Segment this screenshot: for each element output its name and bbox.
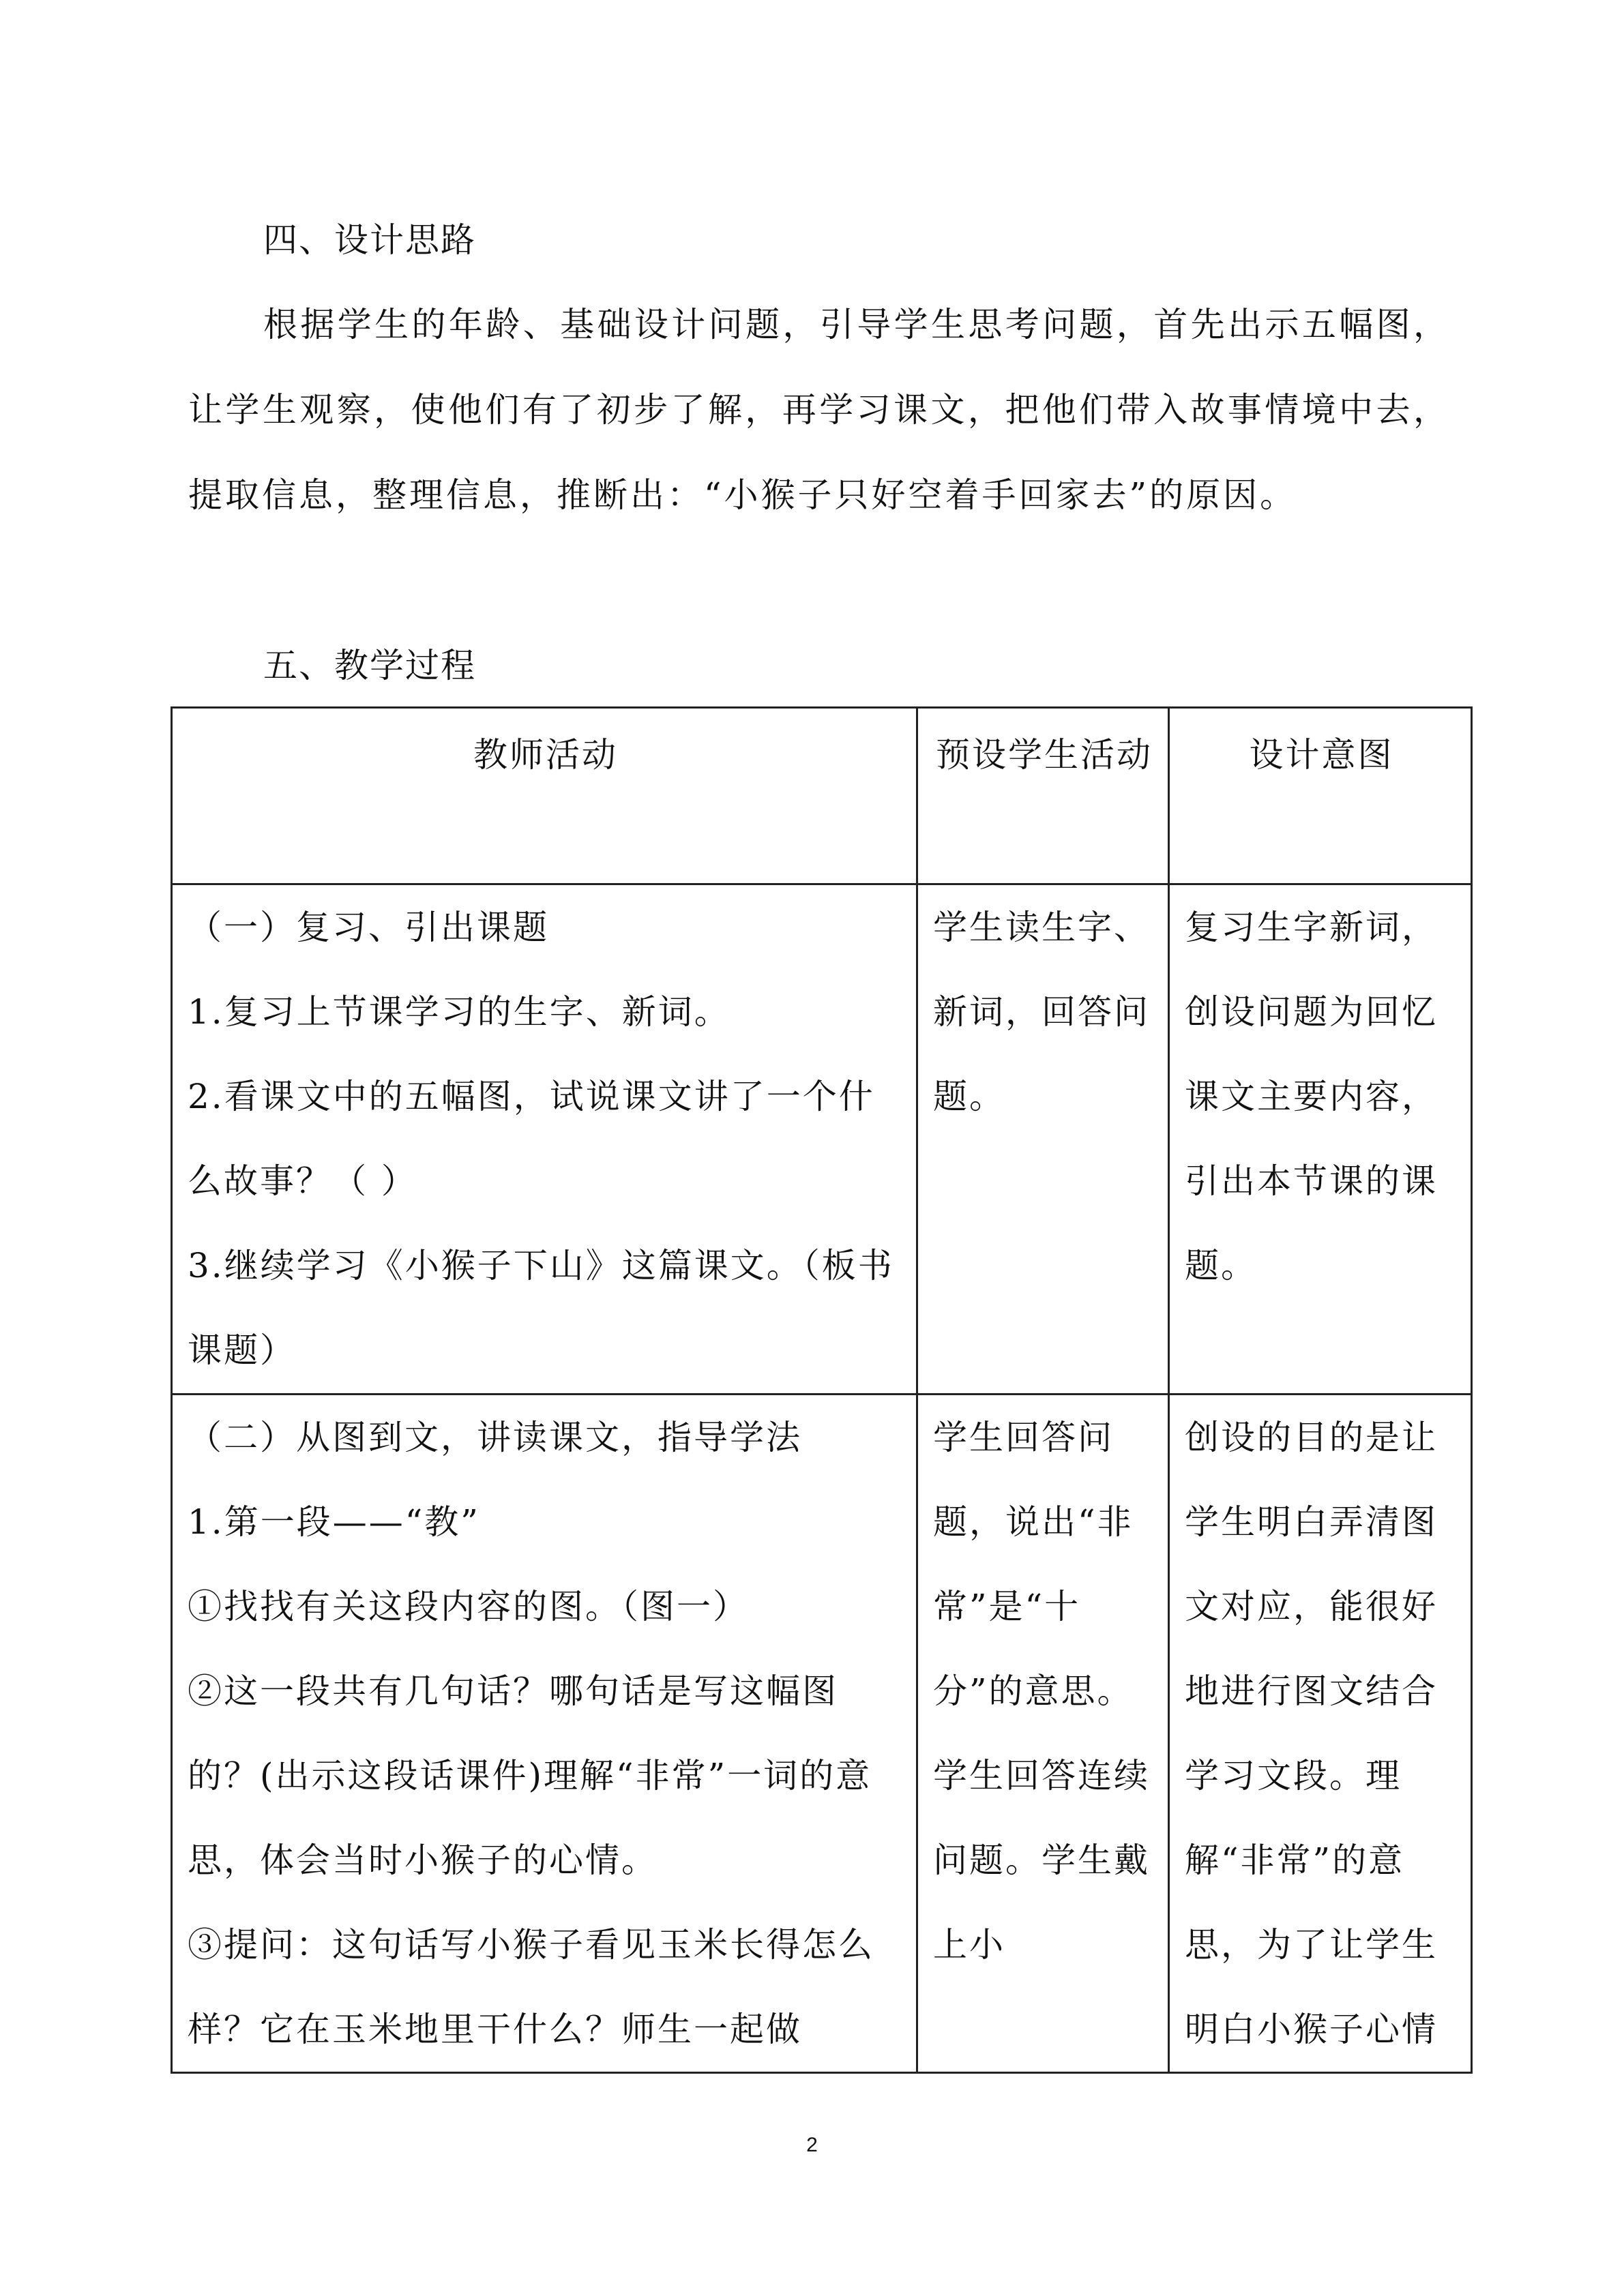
header-design-intent: 设计意图 xyxy=(1169,708,1472,884)
page-number: 2 xyxy=(806,2134,818,2156)
table-row xyxy=(172,884,1472,1395)
teacher-activity-line: 3.继续学习《小猴子下山》这篇课文。（板书课题） xyxy=(188,1246,894,1370)
design-intent-cell: 创设的目的是让学生明白弄清图文对应，能很好地进行图文结合学习文段。理解“非常”的意思，为了让学生明白小猴子心情 xyxy=(1169,1395,1472,2073)
teacher-activity-line: 2.看课文中的五幅图，试说课文讲了一个什么故事？（ ） xyxy=(188,1077,875,1201)
teacher-activity-line: ②这一段共有几句话？哪句话是写这幅图的？(出示这段话课件)理解“非常”一词的意思，体会当时小猴子的心情。 xyxy=(188,1671,872,1880)
teacher-activity-line: 1.复习上节课学习的生字、新词。 xyxy=(188,992,730,1032)
header-student-activity: 预设学生活动 xyxy=(917,708,1169,884)
teacher-activity-cell xyxy=(172,884,917,1395)
teacher-activity-line: （一）复习、引出课题 xyxy=(188,908,549,947)
teacher-activity-line: （二）从图到文，讲读课文，指导学法 xyxy=(188,1418,802,1457)
teaching-process-table xyxy=(171,706,1473,2074)
table-header-row xyxy=(172,708,1472,884)
design-idea-paragraph: 根据学生的年龄、基础设计问题，引导学生思考问题，首先出示五幅图，让学生观察，使他们有了初步了解，再学习课文，把他们带入故事情境中去，提取信息，整理信息，推断出：“小猴子只好空着手回家去”的原因。 xyxy=(188,305,1450,515)
teacher-activity-cell xyxy=(172,1395,917,2073)
student-activity-cell: 学生读生字、新词，回答问题。 xyxy=(917,884,1169,1395)
section-5-heading: 五、教学过程 xyxy=(263,646,476,685)
teacher-activity-line: ①找找有关这段内容的图。（图一） xyxy=(188,1587,749,1626)
student-activity-cell: 学生回答问题，说出“非常”是“十分”的意思。学生回答连续问题。学生戴上小 xyxy=(917,1395,1169,2073)
header-teacher-activity: 教师活动 xyxy=(172,708,917,884)
table-row xyxy=(172,1395,1472,2073)
teacher-activity-line: ③提问：这句话写小猴子看见玉米长得怎么样？它在玉米地里干什么？师生一起做 xyxy=(188,1925,874,2049)
teacher-activity-line: 1.第一段——“教” xyxy=(188,1502,480,1542)
section-4-heading: 四、设计思路 xyxy=(263,220,476,260)
design-intent-cell: 复习生字新词，创设问题为回忆课文主要内容，引出本节课的课题。 xyxy=(1169,884,1472,1395)
